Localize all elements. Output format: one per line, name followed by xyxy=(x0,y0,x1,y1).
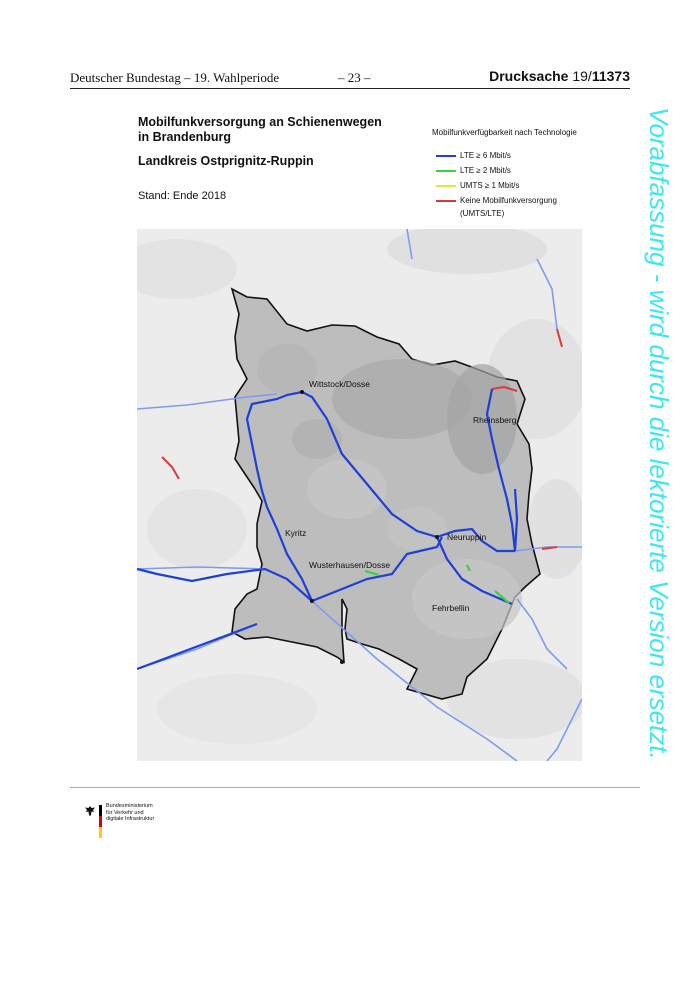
vertical-watermark xyxy=(640,107,680,897)
header-publication: Deutscher Bundestag – 19. Wahlperiode xyxy=(70,70,280,85)
map-legend xyxy=(432,128,632,218)
legend-item xyxy=(432,166,632,181)
map-stand-date: Stand: Ende 2018 xyxy=(138,190,227,202)
legend-items xyxy=(432,151,632,211)
legend-item xyxy=(432,196,632,211)
map-title xyxy=(138,115,418,145)
ministry-logo xyxy=(84,803,204,843)
label-fehrbellin: Fehrbellin xyxy=(432,603,470,613)
page-header xyxy=(70,68,630,88)
flag-red xyxy=(99,816,102,827)
station-south xyxy=(340,660,344,664)
ministry-line2: für Verkehr und xyxy=(106,809,144,816)
station-wittstock xyxy=(300,390,304,394)
header-document-number xyxy=(489,68,630,84)
legend-item xyxy=(432,181,632,196)
map-subtitle: Landkreis Ostprignitz-Ruppin xyxy=(138,154,314,168)
header-doc-num-b: 11373 xyxy=(591,68,630,84)
legend-continuation: (UMTS/LTE) xyxy=(460,209,505,218)
header-doc-num-a: 19/ xyxy=(572,68,592,84)
label-wusterhausen: Wusterhausen/Dosse xyxy=(309,560,391,570)
header-page-number: – 23 – xyxy=(338,70,371,85)
map-svg xyxy=(137,229,582,761)
label-wittstock: Wittstock/Dosse xyxy=(309,379,370,389)
station-wusterhausen xyxy=(310,599,314,603)
flag-bar xyxy=(99,805,102,838)
legend-label: Keine Mobilfunkversorgung xyxy=(460,196,557,205)
legend-title: Mobilfunkverfügbarkeit nach Technologie xyxy=(432,128,577,137)
ministry-name xyxy=(106,803,201,823)
header-doc-label: Drucksache xyxy=(489,68,573,84)
flag-black xyxy=(99,805,102,816)
map-title-line2: in Brandenburg xyxy=(138,130,232,144)
header-rule xyxy=(70,88,630,89)
legend-swatch xyxy=(436,200,456,202)
label-neuruppin: Neuruppin xyxy=(447,532,487,542)
watermark-text: Vorabfassung - wird durch die lektorierte Version ersetzt. xyxy=(644,107,674,760)
legend-swatch xyxy=(436,155,456,157)
legend-swatch xyxy=(436,185,456,187)
legend-label: UMTS ≥ 1 Mbit/s xyxy=(460,181,520,190)
map-panel xyxy=(137,229,582,761)
station-neuruppin xyxy=(435,535,439,539)
legend-swatch xyxy=(436,170,456,172)
label-kyritz: Kyritz xyxy=(285,528,307,538)
legend-label: LTE ≥ 2 Mbit/s xyxy=(460,166,511,175)
flag-gold xyxy=(99,827,102,838)
footer-rule xyxy=(70,787,640,788)
ministry-line3: digitale Infrastruktur xyxy=(106,816,155,822)
legend-label: LTE ≥ 6 Mbit/s xyxy=(460,151,511,160)
label-rheinsberg: Rheinsberg xyxy=(473,415,517,425)
eagle-icon xyxy=(84,805,96,817)
legend-item xyxy=(432,151,632,166)
ministry-line1: Bundesministerium xyxy=(106,803,153,809)
map-title-line1: Mobilfunkversorgung an Schienenwegen xyxy=(138,115,382,129)
